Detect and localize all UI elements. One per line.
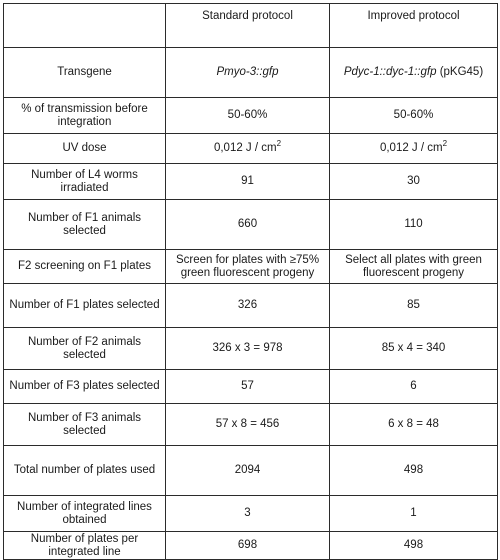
row-label: UV dose (4, 134, 166, 164)
improved-value: 1 (330, 496, 498, 532)
header-standard-protocol: Standard protocol (166, 4, 330, 48)
row-label: Number of F3 plates selected (4, 370, 166, 404)
table-row (4, 496, 498, 532)
standard-value: 660 (166, 200, 330, 250)
transgene-name: Pdyc-1::dyc-1::gfp (343, 66, 437, 78)
improved-value: 6 x 8 = 48 (330, 404, 498, 446)
row-label: Number of F1 animals selected (4, 200, 166, 250)
table-row (4, 532, 498, 560)
table-row (4, 200, 498, 250)
row-label: Transgene (4, 48, 166, 98)
standard-value: 326 (166, 284, 330, 328)
table-row (4, 284, 498, 328)
improved-value (330, 48, 498, 98)
improved-value: 85 (330, 284, 498, 328)
table-row (4, 446, 498, 496)
table-row (4, 134, 498, 164)
standard-value: 57 x 8 = 456 (166, 404, 330, 446)
improved-value (330, 134, 498, 164)
standard-value (166, 134, 330, 164)
standard-value: Pmyo-3::gfp (166, 48, 330, 98)
standard-value: 2094 (166, 446, 330, 496)
uv-dose-exponent: 2 (442, 139, 448, 149)
uv-dose-value: 0,012 J / cm (379, 142, 443, 154)
row-label: F2 screening on F1 plates (4, 250, 166, 284)
improved-value: 6 (330, 370, 498, 404)
table-row (4, 98, 498, 134)
protocol-comparison-table (3, 3, 498, 560)
standard-value: 326 x 3 = 978 (166, 328, 330, 370)
table-row (4, 328, 498, 370)
row-label: Number of L4 worms irradiated (4, 164, 166, 200)
table-row (4, 404, 498, 446)
header-empty-cell (4, 4, 166, 48)
improved-value: 30 (330, 164, 498, 200)
header-row (4, 4, 498, 48)
row-label: Number of F2 animals selected (4, 328, 166, 370)
table-row (4, 48, 498, 98)
improved-value: 50-60% (330, 98, 498, 134)
standard-value: 50-60% (166, 98, 330, 134)
standard-value: 57 (166, 370, 330, 404)
improved-value: 498 (330, 532, 498, 560)
table-row (4, 370, 498, 404)
row-label: Number of plates per integrated line (4, 532, 166, 560)
uv-dose-exponent: 2 (276, 139, 282, 149)
row-label: % of transmission before integration (4, 98, 166, 134)
standard-value: 698 (166, 532, 330, 560)
standard-value: Screen for plates with ≥75% green fluorescent progeny (166, 250, 330, 284)
improved-value: 110 (330, 200, 498, 250)
table-row (4, 164, 498, 200)
row-label: Number of integrated lines obtained (4, 496, 166, 532)
standard-value: 91 (166, 164, 330, 200)
header-improved-protocol: Improved protocol (330, 4, 498, 48)
row-label: Number of F3 animals selected (4, 404, 166, 446)
plasmid-name: (pKG45) (436, 66, 484, 78)
improved-value: Select all plates with green fluorescent progeny (330, 250, 498, 284)
uv-dose-value: 0,012 J / cm (213, 142, 277, 154)
improved-value: 85 x 4 = 340 (330, 328, 498, 370)
row-label: Total number of plates used (4, 446, 166, 496)
row-label: Number of F1 plates selected (4, 284, 166, 328)
standard-value: 3 (166, 496, 330, 532)
table-row (4, 250, 498, 284)
improved-value: 498 (330, 446, 498, 496)
